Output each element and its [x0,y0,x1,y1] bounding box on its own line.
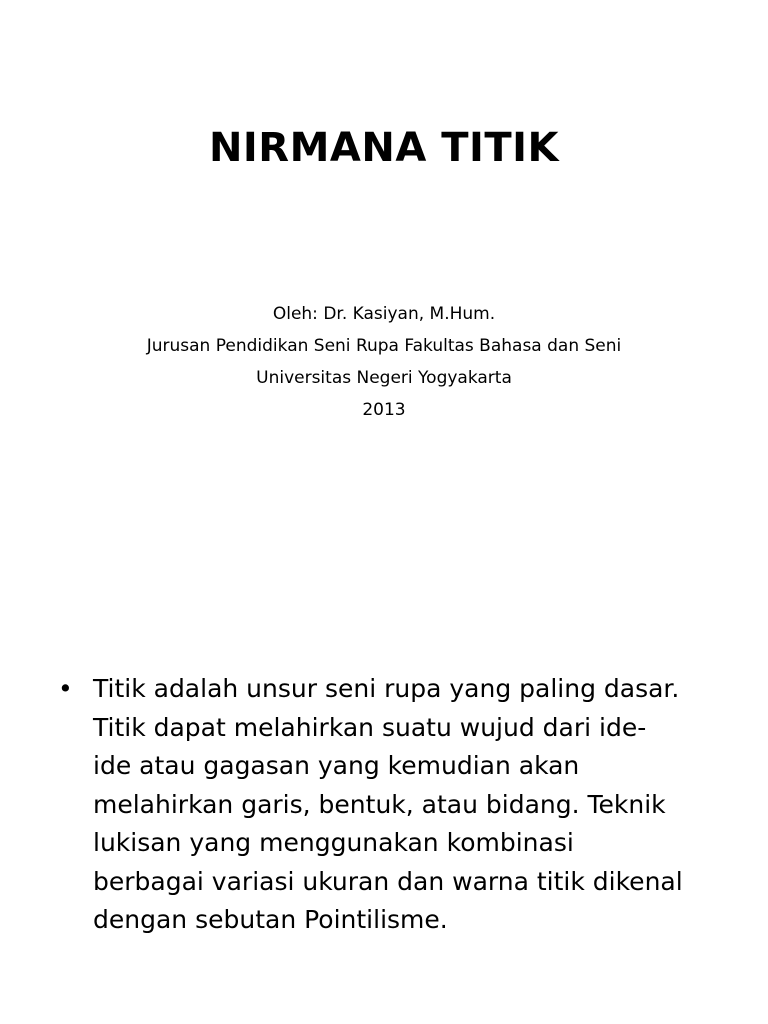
bullet-line: ide atau gagasan yang kemudian akan [93,751,580,780]
bullet-item [56,670,716,940]
slide-title [0,0,768,500]
bullet-line: Titik adalah unsur seni rupa yang paling dasar. [93,674,680,703]
subtitle-year: 2013 [362,400,406,420]
bullet-line: berbagai variasi ukuran dan warna titik dikenal [93,866,683,896]
bullet-line: melahirkan garis, bentuk, atau bidang. Teknik [93,789,666,819]
subtitle-university: Universitas Negeri Yogyakarta [256,368,512,388]
subtitle-department: Jurusan Pendidikan Seni Rupa Fakultas Bahasa dan Seni [146,336,622,356]
bullet-line: lukisan yang menggunakan kombinasi [93,828,574,857]
slide-content [0,500,768,1024]
subtitle-author: Oleh: Dr. Kasiyan, M.Hum. [272,304,496,324]
slide-title-heading: NIRMANA TITIK [208,125,560,171]
bullet-list [56,670,716,940]
slide-subtitle [0,298,768,426]
bullet-line: dengan sebutan Pointilisme. [93,905,448,934]
bullet-dot-icon: • [58,674,73,703]
bullet-line: Titik dapat melahirkan suatu wujud dari ide- [93,712,647,742]
